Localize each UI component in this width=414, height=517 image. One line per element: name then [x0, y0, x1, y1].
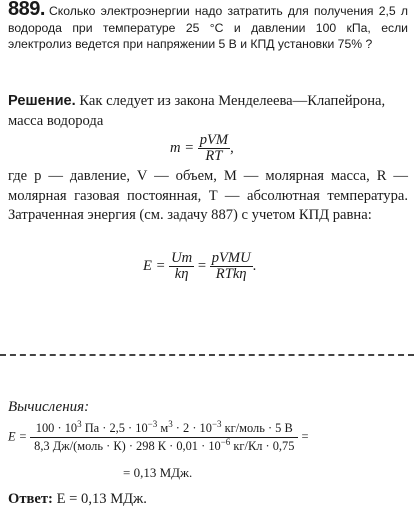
page-divider — [0, 354, 414, 356]
calculation-result: = 0,13 МДж. — [123, 465, 193, 480]
formula-mass-tail: , — [230, 139, 234, 156]
where-text: где p — давление, V — объем, M — молярная масса, R — молярная газовая постоянная, T — абсолютная температура. Затраченная энергия (см. задачу 887) с учетом КПД равна: — [8, 168, 408, 224]
calc-num-part: м — [157, 421, 169, 435]
calc-num-part: · 2 · 10 — [172, 421, 212, 435]
problem-statement — [8, 1, 408, 53]
calc-fraction — [30, 420, 298, 455]
calc-num-part: Па · 2,5 · 10 — [81, 421, 148, 435]
formula-mass-numerator: pVM — [199, 132, 229, 148]
calc-lhs: E = — [8, 429, 28, 444]
formula-energy-num2: pVMU — [211, 250, 251, 266]
formula-energy-fraction1 — [169, 251, 194, 282]
solution-intro-text: Как следует из закона Менделеева—Клапейрона, масса водорода — [8, 93, 386, 129]
calc-den-exp: −6 — [220, 436, 231, 447]
calc-denominator — [30, 438, 298, 455]
solution-label: Решение. — [8, 93, 76, 109]
formula-mass — [170, 133, 234, 164]
calc-num-exp: −3 — [147, 418, 158, 429]
calc-num-exp: −3 — [211, 418, 222, 429]
calculations-title: Вычисления: — [8, 399, 90, 415]
formula-energy-tail: . — [252, 257, 257, 274]
calc-num-exp: 3 — [77, 418, 82, 429]
formula-energy-num1: Um — [171, 250, 193, 266]
calc-eq: = — [301, 429, 309, 444]
formula-energy-den2: RTkη — [215, 266, 247, 282]
formula-energy-fraction2 — [210, 251, 253, 282]
problem-text: Сколько электроэнергии надо затратить для получения 2,5 л водорода при температуре 25 °С и давлении 100 кПа, если электролиз ведется при напряжении 5 В и КПД установки 75% ? — [8, 4, 408, 52]
calc-num-part: 100 · 10 — [35, 421, 78, 435]
problem-number: 889. — [8, 0, 45, 20]
answer-label: Ответ: — [8, 491, 53, 507]
formula-energy-den1: kη — [174, 266, 189, 282]
formula-energy-lhs: E = — [143, 257, 166, 274]
formula-mass-fraction — [198, 133, 230, 164]
calc-num-exp: 3 — [168, 418, 173, 429]
answer-text: E = 0,13 МДж. — [56, 491, 147, 507]
calculation-formula — [8, 420, 309, 455]
calc-numerator — [30, 420, 298, 438]
solution-intro — [8, 92, 408, 131]
answer — [8, 491, 147, 508]
formula-energy-eq: = — [197, 257, 207, 274]
calc-num-part: кг/моль · 5 В — [221, 421, 293, 435]
formula-mass-denominator: RT — [205, 148, 223, 164]
calc-den-part: 8,3 Дж/(моль · К) · 298 К · 0,01 · 10 — [34, 439, 221, 453]
calc-den-part: кг/Кл · 0,75 — [230, 439, 295, 453]
formula-mass-lhs: m = — [170, 139, 195, 156]
formula-energy — [143, 251, 256, 282]
